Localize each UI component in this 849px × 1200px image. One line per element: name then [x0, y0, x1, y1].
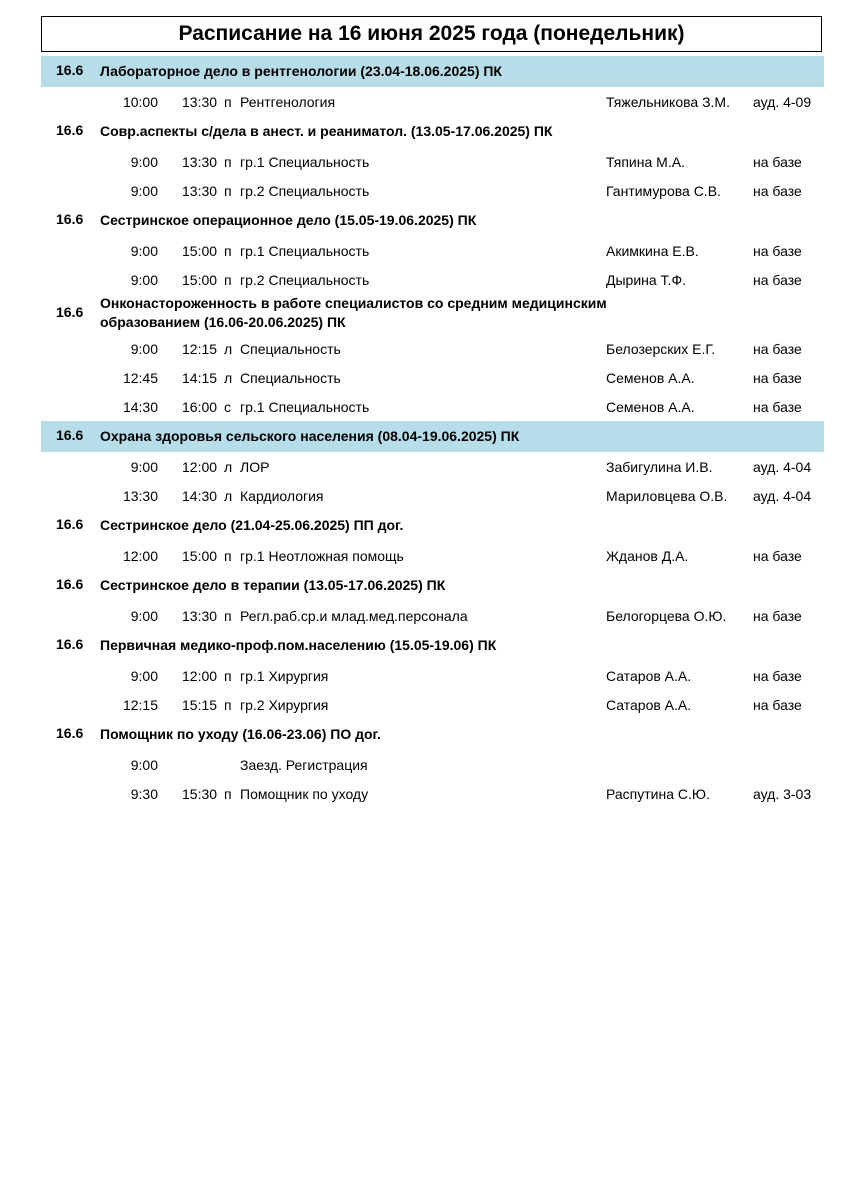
- row-subject: гр.1 Специальность: [240, 399, 370, 415]
- row-room: ауд. 4-04: [753, 488, 812, 504]
- row-teacher: Тяжельникова З.М.: [606, 94, 730, 110]
- schedule-row: [41, 236, 824, 265]
- row-end: 15:00: [182, 272, 218, 288]
- section-title: Охрана здоровья сельского населения (08.04-19.06.2025) ПК: [100, 428, 520, 444]
- schedule-row: [41, 176, 824, 205]
- row-room: на базе: [753, 399, 802, 415]
- schedule-row: [41, 87, 824, 116]
- section-title: Сестринское дело в терапии (13.05-17.06.2025) ПК: [100, 577, 446, 593]
- section-date: 16.6: [56, 427, 84, 443]
- page-title: Расписание на 16 июня 2025 года (понедельник): [41, 16, 822, 52]
- row-room: на базе: [753, 154, 802, 170]
- row-type: л: [224, 341, 233, 357]
- row-room: на базе: [753, 697, 802, 713]
- row-teacher: Белогорцева О.Ю.: [606, 608, 727, 624]
- section-header: [41, 510, 824, 541]
- row-teacher: Мариловцева О.В.: [606, 488, 728, 504]
- row-end: 12:00: [182, 459, 218, 475]
- row-room: ауд. 3-03: [753, 786, 812, 802]
- row-subject: гр.2 Специальность: [240, 183, 370, 199]
- section-date: 16.6: [56, 122, 84, 138]
- row-type: п: [224, 697, 232, 713]
- section-date: 16.6: [56, 211, 84, 227]
- schedule-row: [41, 601, 824, 630]
- row-start: 12:00: [122, 548, 158, 564]
- section-title: Помощник по уходу (16.06-23.06) ПО дог.: [100, 726, 381, 742]
- row-type: п: [224, 272, 232, 288]
- row-type: л: [224, 370, 233, 386]
- row-subject: Заезд. Регистрация: [240, 757, 368, 773]
- row-subject: Рентгенология: [240, 94, 336, 110]
- row-teacher: Белозерских Е.Г.: [606, 341, 716, 357]
- row-teacher: Сатаров А.А.: [606, 668, 692, 684]
- row-room: на базе: [753, 243, 802, 259]
- schedule-row: [41, 147, 824, 176]
- section-date: 16.6: [56, 516, 84, 532]
- row-teacher: Дырина Т.Ф.: [606, 272, 686, 288]
- row-start: 9:00: [130, 272, 158, 288]
- row-type: п: [224, 183, 232, 199]
- section-title: Совр.аспекты с/дела в анест. и реаниматол. (13.05-17.06.2025) ПК: [100, 123, 553, 139]
- course-section: [41, 294, 824, 421]
- row-start: 12:45: [122, 370, 158, 386]
- row-teacher: Тяпина М.А.: [606, 154, 685, 170]
- section-header: [41, 570, 824, 601]
- row-start: 9:00: [130, 183, 158, 199]
- schedule-row: [41, 334, 824, 363]
- row-type: п: [224, 548, 232, 564]
- row-subject: гр.1 Неотложная помощь: [240, 548, 404, 564]
- row-subject: гр.2 Хирургия: [240, 697, 329, 713]
- row-start: 12:15: [122, 697, 158, 713]
- row-subject: Специальность: [240, 341, 341, 357]
- schedule-row: [41, 363, 824, 392]
- course-section: [41, 510, 824, 570]
- schedule-row: [41, 779, 824, 808]
- section-date: 16.6: [56, 304, 84, 320]
- row-end: 15:15: [182, 697, 218, 713]
- row-end: 13:30: [182, 608, 218, 624]
- row-start: 9:00: [130, 243, 158, 259]
- row-subject: гр.1 Специальность: [240, 243, 370, 259]
- row-subject: Кардиология: [240, 488, 324, 504]
- schedule-row: [41, 392, 824, 421]
- row-teacher: Распутина С.Ю.: [606, 786, 710, 802]
- course-section: [41, 116, 824, 205]
- section-title: Сестринское операционное дело (15.05-19.06.2025) ПК: [100, 212, 477, 228]
- row-teacher: Семенов А.А.: [606, 399, 695, 415]
- row-start: 9:00: [130, 757, 158, 773]
- row-start: 14:30: [122, 399, 158, 415]
- row-start: 9:00: [130, 341, 158, 357]
- row-start: 10:00: [122, 94, 158, 110]
- row-type: п: [224, 243, 232, 259]
- row-room: на базе: [753, 608, 802, 624]
- section-header: [41, 56, 824, 87]
- row-room: на базе: [753, 548, 802, 564]
- row-type: п: [224, 608, 232, 624]
- section-header: [41, 294, 824, 334]
- section-date: 16.6: [56, 576, 84, 592]
- row-subject: гр.1 Специальность: [240, 154, 370, 170]
- section-header: [41, 630, 824, 661]
- row-end: 15:00: [182, 548, 218, 564]
- schedule-row: [41, 481, 824, 510]
- row-end: 15:30: [182, 786, 218, 802]
- row-room: на базе: [753, 370, 802, 386]
- section-title: Сестринское дело (21.04-25.06.2025) ПП дог.: [100, 517, 404, 533]
- course-section: [41, 570, 824, 630]
- section-date: 16.6: [56, 725, 84, 741]
- row-subject: ЛОР: [240, 459, 270, 475]
- row-room: на базе: [753, 341, 802, 357]
- row-teacher: Жданов Д.А.: [606, 548, 689, 564]
- section-date: 16.6: [56, 636, 84, 652]
- row-room: на базе: [753, 272, 802, 288]
- schedule-row: [41, 690, 824, 719]
- row-start: 9:00: [130, 608, 158, 624]
- schedule-row: [41, 541, 824, 570]
- schedule-row: [41, 452, 824, 481]
- row-end: 14:15: [182, 370, 218, 386]
- course-section: [41, 719, 824, 808]
- section-title: Онконастороженность в работе специалистов со средним медицинским образованием (16.06-20.06.2025) ПК: [100, 295, 607, 330]
- row-type: п: [224, 786, 232, 802]
- row-end: 15:00: [182, 243, 218, 259]
- row-start: 9:00: [130, 154, 158, 170]
- row-type: п: [224, 154, 232, 170]
- row-start: 9:30: [130, 786, 158, 802]
- row-teacher: Акимкина Е.В.: [606, 243, 699, 259]
- row-teacher: Забигулина И.В.: [606, 459, 713, 475]
- schedule-list: [41, 56, 824, 808]
- row-type: п: [224, 668, 232, 684]
- section-header: [41, 421, 824, 452]
- row-subject: гр.1 Хирургия: [240, 668, 329, 684]
- section-header: [41, 719, 824, 750]
- section-header: [41, 116, 824, 147]
- row-teacher: Сатаров А.А.: [606, 697, 692, 713]
- row-start: 9:00: [130, 459, 158, 475]
- row-subject: Регл.раб.ср.и млад.мед.персонала: [240, 608, 468, 624]
- row-type: л: [224, 488, 233, 504]
- row-type: л: [224, 459, 233, 475]
- row-room: ауд. 4-04: [753, 459, 812, 475]
- schedule-row: [41, 750, 824, 779]
- row-end: 14:30: [182, 488, 218, 504]
- row-end: 13:30: [182, 183, 218, 199]
- row-end: 12:15: [182, 341, 218, 357]
- row-subject: Помощник по уходу: [240, 786, 369, 802]
- row-teacher: Гантимурова С.В.: [606, 183, 721, 199]
- course-section: [41, 56, 824, 116]
- row-room: на базе: [753, 183, 802, 199]
- section-title: Лабораторное дело в рентгенологии (23.04-18.06.2025) ПК: [100, 63, 502, 79]
- row-end: 12:00: [182, 668, 218, 684]
- row-room: на базе: [753, 668, 802, 684]
- course-section: [41, 421, 824, 510]
- row-start: 13:30: [122, 488, 158, 504]
- course-section: [41, 630, 824, 719]
- schedule-row: [41, 661, 824, 690]
- row-end: 16:00: [182, 399, 218, 415]
- course-section: [41, 205, 824, 294]
- schedule-row: [41, 265, 824, 294]
- row-type: с: [224, 399, 231, 415]
- section-header: [41, 205, 824, 236]
- row-type: п: [224, 94, 232, 110]
- row-end: 13:30: [182, 94, 218, 110]
- row-end: 13:30: [182, 154, 218, 170]
- row-teacher: Семенов А.А.: [606, 370, 695, 386]
- row-start: 9:00: [130, 668, 158, 684]
- row-room: ауд. 4-09: [753, 94, 812, 110]
- row-subject: Специальность: [240, 370, 341, 386]
- row-subject: гр.2 Специальность: [240, 272, 370, 288]
- section-date: 16.6: [56, 62, 84, 78]
- section-title: Первичная медико-проф.пом.населению (15.05-19.06) ПК: [100, 637, 497, 653]
